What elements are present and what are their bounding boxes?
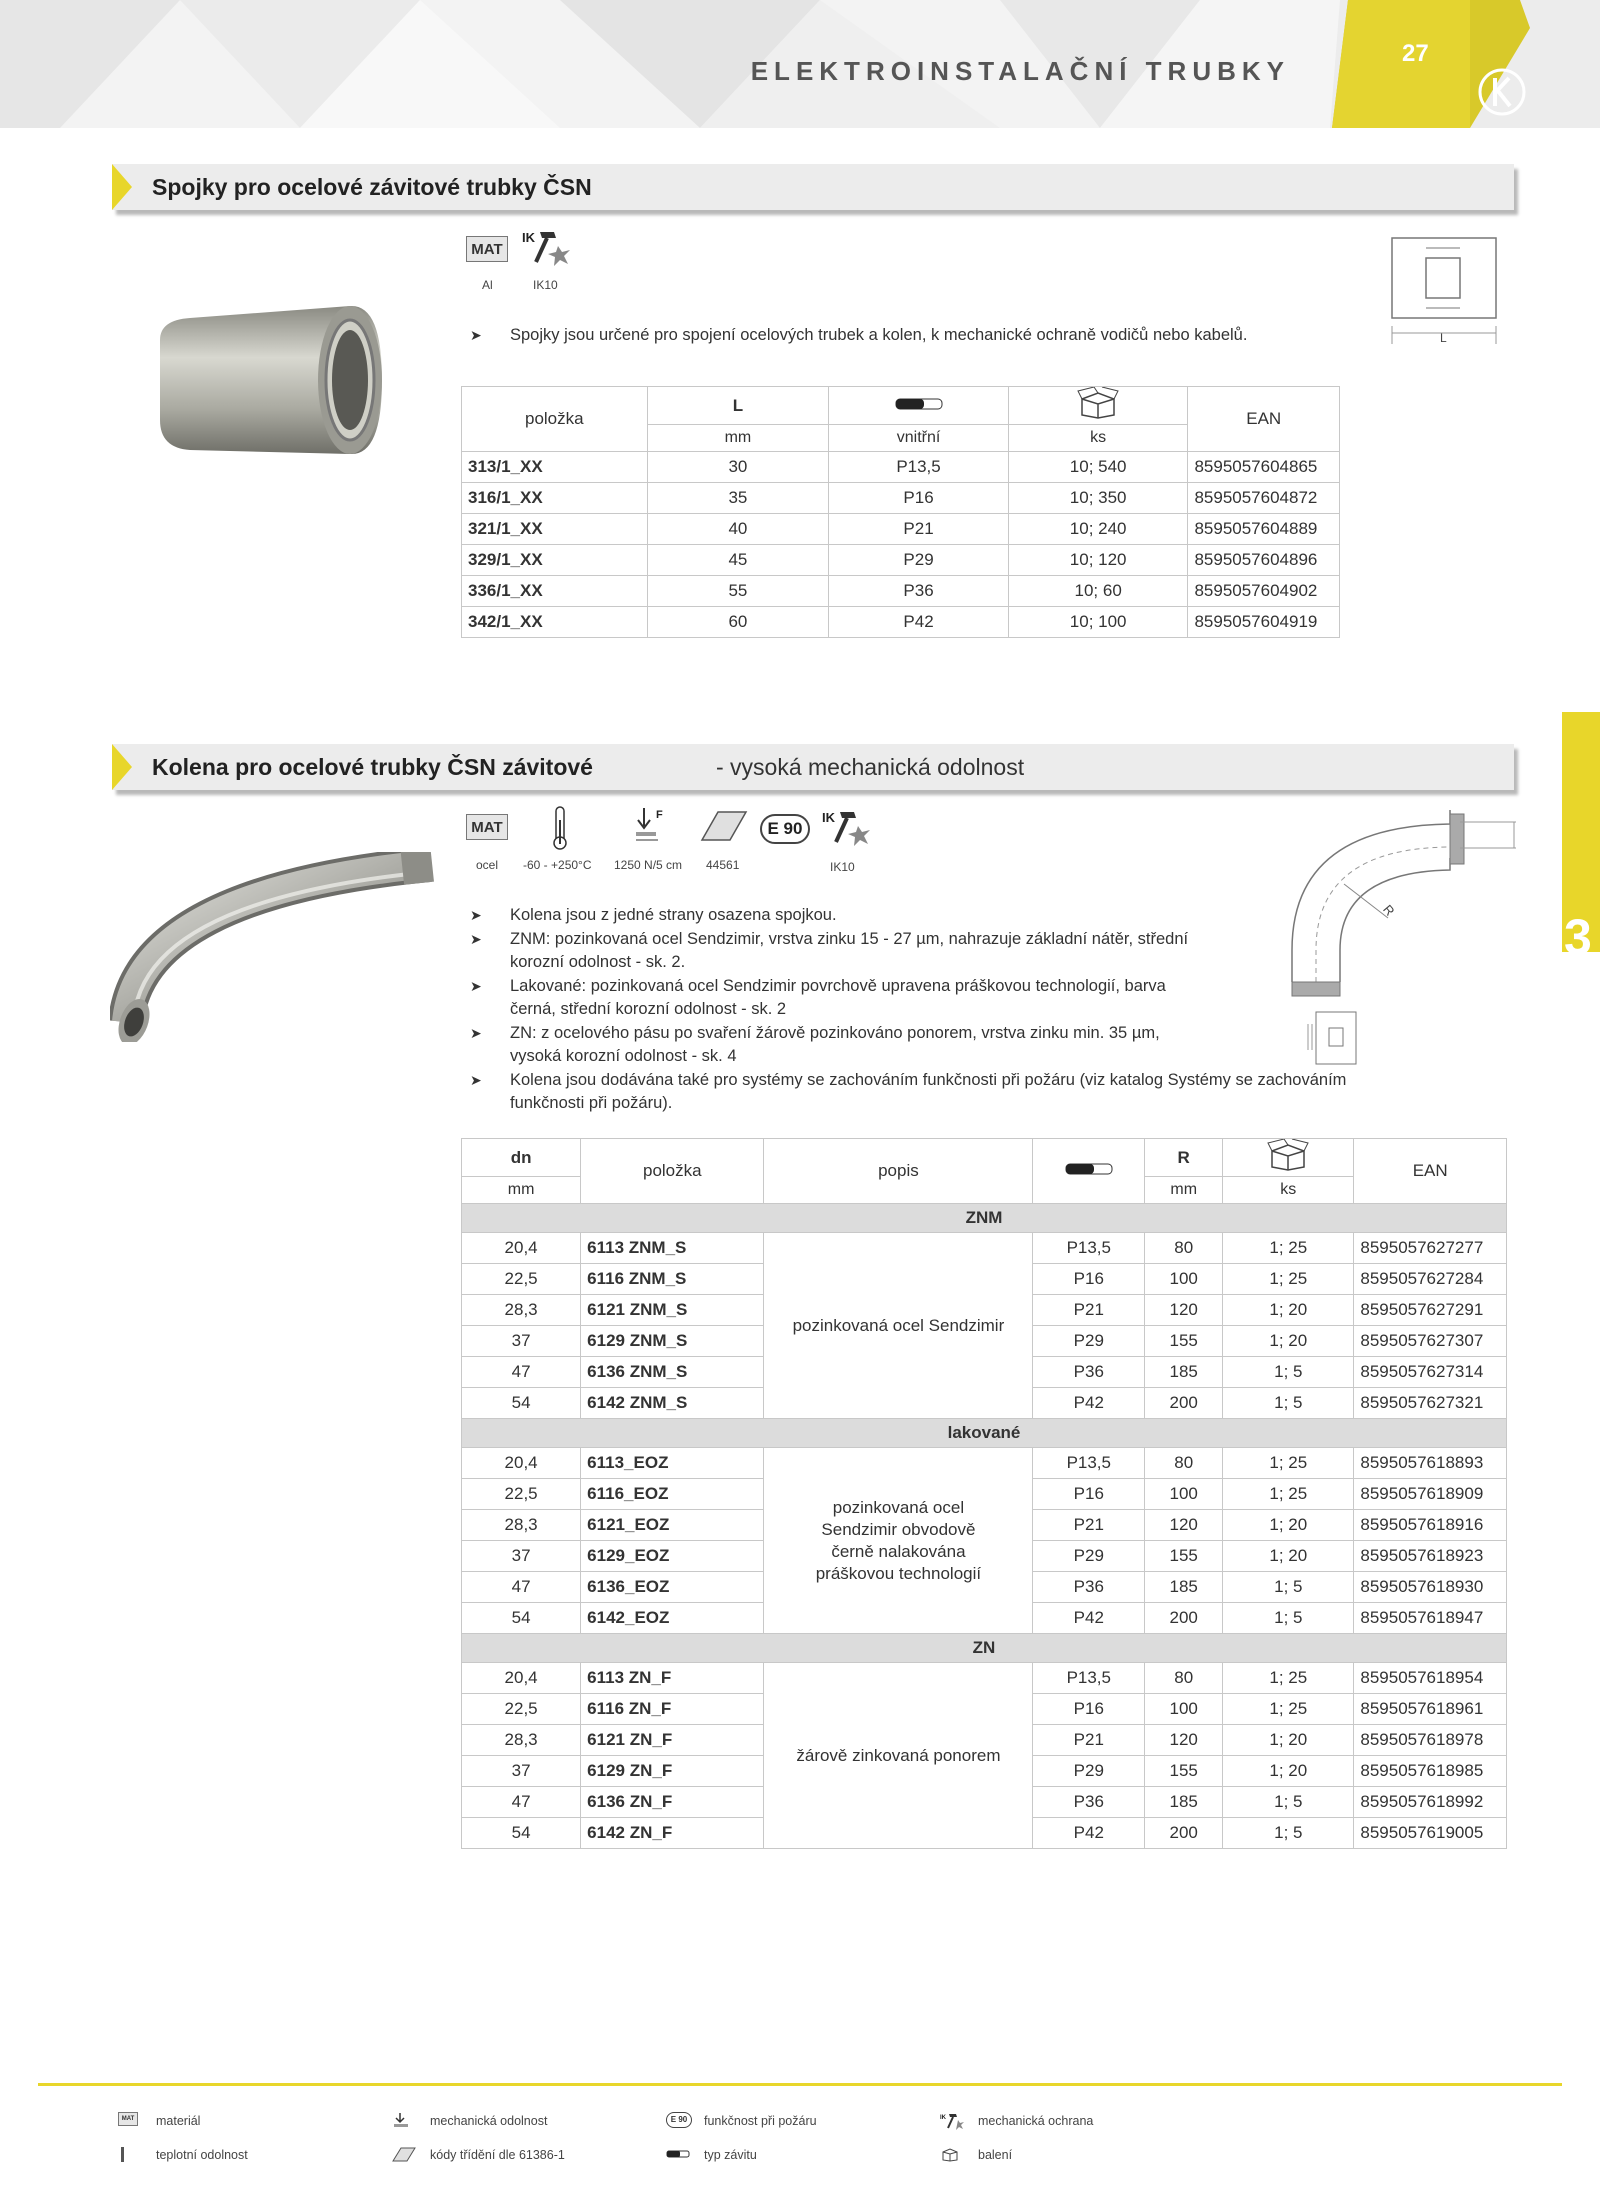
impact-icon	[392, 2112, 412, 2133]
table-row	[462, 483, 1340, 514]
cell-dn: 37	[462, 1756, 581, 1787]
dimension-l-label: L	[1440, 331, 1447, 345]
table-row	[462, 1663, 1507, 1694]
cell-polozka: 6136_EOZ	[581, 1572, 764, 1603]
cell-ean: 8595057627277	[1354, 1233, 1507, 1264]
page-number: 27	[1402, 40, 1429, 67]
section1-bullet: ➤ Spojky jsou určené pro spojení ocelových trubek a kolen, k mechanické ochraně vodičů nebo kabelů.	[470, 324, 1370, 348]
bullet-arrow-icon: ➤	[470, 931, 482, 947]
cell-popis	[764, 1663, 1033, 1849]
bullet-text: ZNM: pozinkovaná ocel Sendzimir, vrstva zinku 15 - 27 µm, nahrazuje základní nátěr, střední	[510, 930, 1189, 948]
table-row	[462, 576, 1340, 607]
bullet-text: funkčnosti při požáru).	[510, 1094, 673, 1112]
cell-dn: 37	[462, 1541, 581, 1572]
th-package	[1223, 1139, 1354, 1177]
popis-line: Sendzimir obvodově	[821, 1519, 976, 1539]
table-row	[462, 514, 1340, 545]
bullet-item	[470, 901, 1470, 927]
th-L: L	[647, 387, 829, 425]
group-row	[462, 1419, 1507, 1448]
cell-dn: 20,4	[462, 1663, 581, 1694]
cell-thread: P13,5	[1033, 1663, 1145, 1694]
temperature-label: -60 - +250°C	[523, 858, 592, 872]
th-vnitrni: vnitřní	[829, 425, 1009, 452]
cell-R: 120	[1145, 1725, 1223, 1756]
cell-ks: 1; 25	[1223, 1479, 1354, 1510]
cell-ean: 8595057618923	[1354, 1541, 1507, 1572]
cell-thread: P36	[1033, 1357, 1145, 1388]
banner-marker-icon	[112, 164, 132, 210]
cell-vnitrni: P29	[829, 545, 1009, 576]
popis-line: pozinkovaná ocel	[832, 1497, 965, 1517]
cell-ean: 8595057604889	[1188, 514, 1340, 545]
cell-ean: 8595057618954	[1354, 1663, 1507, 1694]
cell-L: 55	[647, 576, 829, 607]
cell-popis	[764, 1233, 1033, 1419]
legend-label: teplotní odolnost	[156, 2148, 248, 2162]
cell-R: 120	[1145, 1510, 1223, 1541]
cell-thread: P21	[1033, 1510, 1145, 1541]
cell-ean: 8595057604865	[1188, 452, 1340, 483]
elbow-photo	[110, 852, 450, 1042]
cell-R: 80	[1145, 1233, 1223, 1264]
popis-line: žárově zinkovaná ponorem	[796, 1745, 1001, 1765]
cell-R: 185	[1145, 1572, 1223, 1603]
box-icon	[1076, 387, 1120, 419]
cell-L: 60	[647, 607, 829, 638]
bullet-text: vysoká korozní odolnost - sk. 4	[510, 1047, 737, 1065]
bullet-text: Kolena jsou dodávána také pro systémy se zachováním funkčnosti při požáru (viz katalog Systémy se zachováním	[510, 1071, 1347, 1089]
footer-rule	[38, 2083, 1562, 2086]
legend-label: mechanická odolnost	[430, 2114, 548, 2128]
table-row	[462, 1233, 1507, 1264]
material-label: ocel	[476, 858, 499, 872]
cell-dn: 22,5	[462, 1264, 581, 1295]
dimension-r-label: R	[1380, 901, 1398, 919]
legend-label: materiál	[156, 2114, 201, 2128]
thermometer-icon	[552, 806, 568, 850]
cell-dn: 28,3	[462, 1510, 581, 1541]
cell-ean: 8595057618978	[1354, 1725, 1507, 1756]
th-ks: ks	[1008, 425, 1188, 452]
elbow-table	[461, 1138, 1507, 1849]
cell-dn: 47	[462, 1572, 581, 1603]
thermometer-icon	[118, 2146, 128, 2169]
bullet-text: ZN: z ocelového pásu po svaření žárově pozinkováno ponorem, vrstva zinku min. 35 µm,	[510, 1024, 1160, 1042]
cell-ean: 8595057627291	[1354, 1295, 1507, 1326]
th-mm: mm	[462, 1177, 581, 1204]
cell-thread: P21	[1033, 1725, 1145, 1756]
cell-ean: 8595057627321	[1354, 1388, 1507, 1419]
cell-ks: 1; 20	[1223, 1541, 1354, 1572]
cell-thread: P42	[1033, 1388, 1145, 1419]
legend-label: funkčnost při požáru	[704, 2114, 817, 2128]
cell-dn: 37	[462, 1326, 581, 1357]
cell-thread: P29	[1033, 1756, 1145, 1787]
table-row	[462, 607, 1340, 638]
legend-badge-text: E 90	[666, 2112, 692, 2128]
cell-ean: 8595057618947	[1354, 1603, 1507, 1634]
banner-marker-icon	[112, 744, 132, 790]
legend-badge-text: IK	[940, 2115, 946, 2121]
th-polozka: položka	[581, 1139, 764, 1204]
header-title: ELEKTROINSTALAČNÍ TRUBKY	[750, 56, 1290, 86]
cell-polozka: 6136 ZNM_S	[581, 1357, 764, 1388]
cell-ean: 8595057618985	[1354, 1756, 1507, 1787]
cell-polozka: 6113 ZN_F	[581, 1663, 764, 1694]
brand-logo	[1476, 66, 1528, 118]
ik-badge-text: IK	[822, 810, 835, 825]
cell-thread: P36	[1033, 1787, 1145, 1818]
legend-label: balení	[978, 2148, 1013, 2162]
thread-icon	[666, 2146, 690, 2164]
cell-ks: 10; 100	[1008, 607, 1188, 638]
chapter-tab	[1562, 712, 1600, 965]
cell-polozka: 6121_EOZ	[581, 1510, 764, 1541]
cell-ean: 8595057618893	[1354, 1448, 1507, 1479]
cell-vnitrni: P21	[829, 514, 1009, 545]
chapter-number: 3	[1564, 909, 1592, 965]
box-icon	[1266, 1139, 1310, 1171]
cell-ks: 1; 20	[1223, 1725, 1354, 1756]
cell-polozka: 342/1_XX	[462, 607, 648, 638]
cell-polozka: 316/1_XX	[462, 483, 648, 514]
cell-ks: 1; 5	[1223, 1388, 1354, 1419]
th-mm: mm	[647, 425, 829, 452]
cell-ks: 1; 5	[1223, 1572, 1354, 1603]
cell-R: 100	[1145, 1694, 1223, 1725]
cell-thread: P29	[1033, 1541, 1145, 1572]
cell-ks: 1; 5	[1223, 1818, 1354, 1849]
cell-dn: 54	[462, 1388, 581, 1419]
cell-R: 200	[1145, 1388, 1223, 1419]
cell-ean: 8595057618992	[1354, 1787, 1507, 1818]
cell-ks: 10; 540	[1008, 452, 1188, 483]
code-label: 44561	[706, 858, 740, 872]
cell-polozka: 6116 ZN_F	[581, 1694, 764, 1725]
cell-vnitrni: P36	[829, 576, 1009, 607]
cell-R: 100	[1145, 1479, 1223, 1510]
cell-dn: 20,4	[462, 1233, 581, 1264]
cell-R: 200	[1145, 1603, 1223, 1634]
cell-ean: 8595057618930	[1354, 1572, 1507, 1603]
bullet-item	[470, 1069, 1470, 1115]
th-mm: mm	[1145, 1177, 1223, 1204]
cell-ks: 10; 350	[1008, 483, 1188, 514]
cell-vnitrni: P42	[829, 607, 1009, 638]
bullet-arrow-icon: ➤	[470, 978, 482, 994]
cell-R: 185	[1145, 1357, 1223, 1388]
cell-polozka: 6116 ZNM_S	[581, 1264, 764, 1295]
section2-title: Kolena pro ocelové trubky ČSN závitové	[152, 754, 593, 780]
cell-thread: P29	[1033, 1326, 1145, 1357]
cell-thread: P16	[1033, 1479, 1145, 1510]
cell-thread: P16	[1033, 1264, 1145, 1295]
cell-polozka: 6142_EOZ	[581, 1603, 764, 1634]
material-label: Al	[482, 278, 493, 292]
cell-vnitrni: P16	[829, 483, 1009, 514]
coupling-photo	[150, 300, 400, 470]
cell-polozka: 321/1_XX	[462, 514, 648, 545]
cell-thread: P21	[1033, 1295, 1145, 1326]
th-dn: dn	[462, 1139, 581, 1177]
cell-R: 100	[1145, 1264, 1223, 1295]
bullet-arrow-icon: ➤	[470, 327, 482, 343]
cell-polozka: 6129_EOZ	[581, 1541, 764, 1572]
cell-L: 35	[647, 483, 829, 514]
cell-ks: 1; 5	[1223, 1603, 1354, 1634]
cell-dn: 54	[462, 1818, 581, 1849]
force-icon	[634, 806, 670, 846]
bullet-text: černá, střední korozní odolnost - sk. 2	[510, 1000, 787, 1018]
cell-ks: 1; 25	[1223, 1233, 1354, 1264]
th-ean: EAN	[1354, 1139, 1507, 1204]
cell-polozka: 6129 ZN_F	[581, 1756, 764, 1787]
ik-label: IK10	[533, 278, 558, 292]
popis-line: práškovou technologií	[815, 1563, 982, 1583]
table-row	[462, 545, 1340, 576]
cell-ean: 8595057627307	[1354, 1326, 1507, 1357]
cell-ean: 8595057627314	[1354, 1357, 1507, 1388]
cell-ks: 1; 20	[1223, 1756, 1354, 1787]
coupling-drawing	[1388, 236, 1502, 348]
th-R: R	[1145, 1139, 1223, 1177]
bullet-item	[470, 1022, 1470, 1068]
cell-ks: 1; 20	[1223, 1326, 1354, 1357]
e90-badge: E 90	[760, 814, 810, 844]
cell-L: 45	[647, 545, 829, 576]
ik-hammer-icon	[820, 808, 872, 848]
thread-icon	[895, 397, 943, 411]
cell-R: 80	[1145, 1448, 1223, 1479]
cell-R: 155	[1145, 1326, 1223, 1357]
cell-thread: P13,5	[1033, 1448, 1145, 1479]
cell-R: 80	[1145, 1663, 1223, 1694]
group-row	[462, 1634, 1507, 1663]
legend-badge-text: MAT	[118, 2112, 138, 2126]
ik-label: IK10	[830, 860, 855, 874]
mat-badge: MAT	[466, 236, 508, 262]
cell-dn: 20,4	[462, 1448, 581, 1479]
legend-label: typ závitu	[704, 2148, 757, 2162]
cell-R: 155	[1145, 1756, 1223, 1787]
cell-ean: 8595057618961	[1354, 1694, 1507, 1725]
cell-R: 200	[1145, 1818, 1223, 1849]
ik-hammer-icon	[520, 228, 572, 268]
mat-badge: MAT	[466, 814, 508, 840]
group-title: lakované	[462, 1419, 1507, 1448]
popis-line: černě nalakována	[831, 1541, 966, 1561]
bullet-arrow-icon: ➤	[470, 1072, 482, 1088]
th-ks: ks	[1223, 1177, 1354, 1204]
plate-icon	[392, 2146, 416, 2167]
cell-polozka: 6116_EOZ	[581, 1479, 764, 1510]
cell-vnitrni: P13,5	[829, 452, 1009, 483]
bullet-item	[470, 975, 1470, 1021]
cell-dn: 22,5	[462, 1479, 581, 1510]
section2-banner	[112, 744, 1512, 792]
cell-popis	[764, 1448, 1033, 1634]
cell-ean: 8595057604902	[1188, 576, 1340, 607]
section2-subtitle: - vysoká mechanická odolnost	[716, 754, 1025, 780]
cell-ks: 1; 20	[1223, 1510, 1354, 1541]
cell-L: 40	[647, 514, 829, 545]
cell-polozka: 6113_EOZ	[581, 1448, 764, 1479]
th-package	[1008, 387, 1188, 425]
cell-polozka: 6121 ZN_F	[581, 1725, 764, 1756]
legend-label: kódy třídění dle 61386-1	[430, 2148, 565, 2162]
cell-thread: P16	[1033, 1694, 1145, 1725]
cell-thread: P36	[1033, 1572, 1145, 1603]
cell-ks: 1; 25	[1223, 1694, 1354, 1725]
cell-L: 30	[647, 452, 829, 483]
th-popis: popis	[764, 1139, 1033, 1204]
cell-R: 120	[1145, 1295, 1223, 1326]
cell-ean: 8595057618916	[1354, 1510, 1507, 1541]
th-thread	[829, 387, 1009, 425]
bullet-text: Kolena jsou z jedné strany osazena spojkou.	[510, 906, 837, 924]
cell-dn: 28,3	[462, 1725, 581, 1756]
cell-ean: 8595057604919	[1188, 607, 1340, 638]
cell-ks: 10; 60	[1008, 576, 1188, 607]
cell-ks: 1; 25	[1223, 1663, 1354, 1694]
cell-ks: 1; 5	[1223, 1357, 1354, 1388]
bullet-arrow-icon: ➤	[470, 907, 482, 923]
bullet-text: Lakované: pozinkovaná ocel Sendzimir povrchově upravena práškovou technologií, barva	[510, 977, 1166, 995]
force-label: 1250 N/5 cm	[614, 858, 683, 872]
table-row	[462, 1448, 1507, 1479]
cell-ean: 8595057627284	[1354, 1264, 1507, 1295]
cell-polozka: 313/1_XX	[462, 452, 648, 483]
group-title: ZN	[462, 1634, 1507, 1663]
cell-polozka: 6142 ZNM_S	[581, 1388, 764, 1419]
cell-polozka: 329/1_XX	[462, 545, 648, 576]
bullet-item	[470, 928, 1470, 974]
cell-thread: P42	[1033, 1818, 1145, 1849]
cell-polozka: 6113 ZNM_S	[581, 1233, 764, 1264]
cell-polozka: 6129 ZNM_S	[581, 1326, 764, 1357]
cell-dn: 54	[462, 1603, 581, 1634]
th-ean: EAN	[1188, 387, 1340, 452]
cell-ks: 1; 5	[1223, 1787, 1354, 1818]
group-row	[462, 1204, 1507, 1233]
coupling-table	[461, 386, 1340, 638]
cell-dn: 47	[462, 1357, 581, 1388]
cell-ks: 1; 20	[1223, 1295, 1354, 1326]
group-title: ZNM	[462, 1204, 1507, 1233]
cell-R: 185	[1145, 1787, 1223, 1818]
section1-banner	[112, 164, 1512, 212]
bullet-arrow-icon: ➤	[470, 1025, 482, 1041]
cell-ks: 10; 240	[1008, 514, 1188, 545]
cell-dn: 28,3	[462, 1295, 581, 1326]
ik-badge-text: IK	[522, 230, 535, 245]
thread-icon	[1065, 1162, 1113, 1176]
cell-polozka: 6142 ZN_F	[581, 1818, 764, 1849]
cell-thread: P13,5	[1033, 1233, 1145, 1264]
cell-polozka: 6136 ZN_F	[581, 1787, 764, 1818]
fire-icon	[666, 2112, 692, 2128]
cell-dn: 22,5	[462, 1694, 581, 1725]
hammer-icon	[940, 2112, 964, 2135]
th-thread	[1033, 1139, 1145, 1204]
cell-ks: 10; 120	[1008, 545, 1188, 576]
plate-icon	[700, 808, 748, 844]
force-badge-text: F	[656, 809, 663, 821]
bullet-text: korozní odolnost - sk. 2.	[510, 953, 686, 971]
cell-ean: 8595057604896	[1188, 545, 1340, 576]
cell-ks: 1; 25	[1223, 1448, 1354, 1479]
cell-ean: 8595057619005	[1354, 1818, 1507, 1849]
popis-line: pozinkovaná ocel Sendzimir	[792, 1315, 1005, 1335]
cell-polozka: 336/1_XX	[462, 576, 648, 607]
cell-dn: 47	[462, 1787, 581, 1818]
cell-ean: 8595057604872	[1188, 483, 1340, 514]
mat-icon	[118, 2112, 138, 2126]
box-icon	[940, 2146, 960, 2167]
th-polozka: položka	[462, 387, 648, 452]
cell-R: 155	[1145, 1541, 1223, 1572]
legend-label: mechanická ochrana	[978, 2114, 1094, 2128]
section1-title: Spojky pro ocelové závitové trubky ČSN	[152, 174, 592, 200]
cell-thread: P42	[1033, 1603, 1145, 1634]
table-row	[462, 452, 1340, 483]
cell-polozka: 6121 ZNM_S	[581, 1295, 764, 1326]
cell-ks: 1; 25	[1223, 1264, 1354, 1295]
cell-ean: 8595057618909	[1354, 1479, 1507, 1510]
